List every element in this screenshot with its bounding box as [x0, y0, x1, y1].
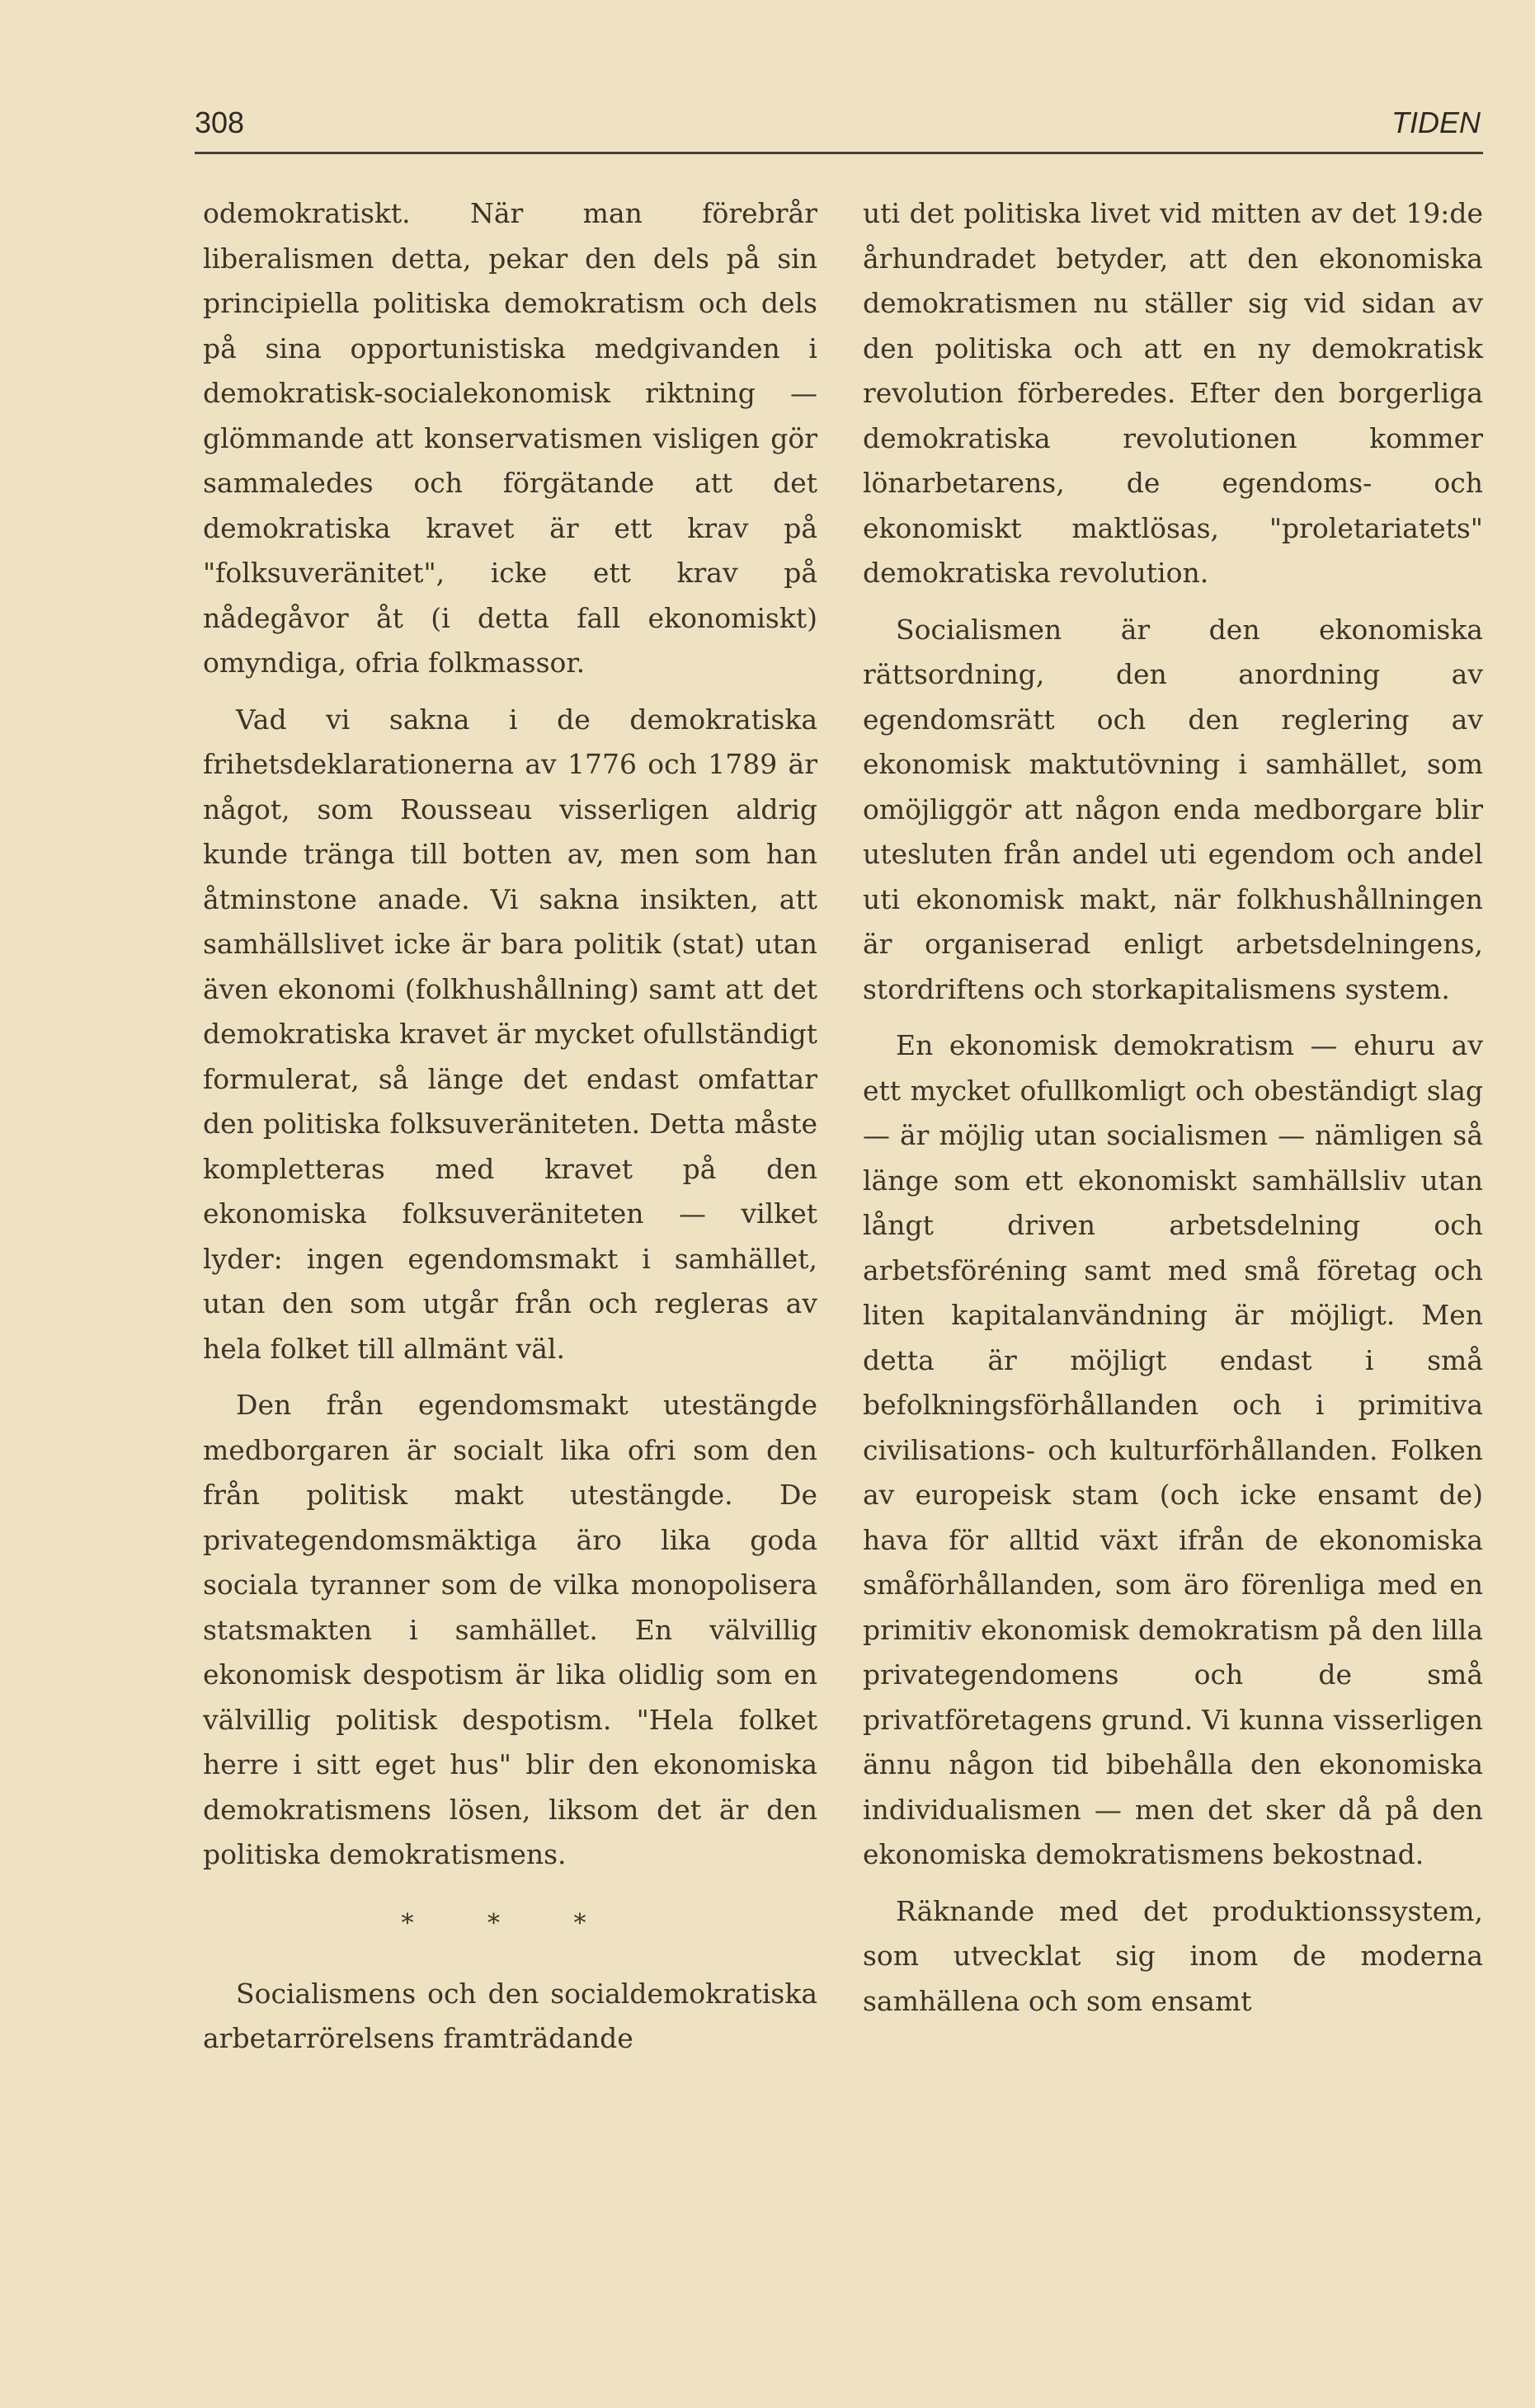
header-rule	[195, 152, 1483, 154]
left-column	[203, 191, 817, 2062]
paragraph: Vad vi sakna i de demokratiska frihetsdeklarationerna av 1776 och 1789 är något, som Rousseau visserligen aldrig kunde tränga till botten av, men som han åtminstone anade. Vi sakna insikten, att samhällslivet icke är bara politik (stat) utan även ekonomi (folkhushållning) samt att det demokratiska kravet är mycket ofullständigt formulerat, så länge det endast omfattar den politiska folksuveräniteten. Detta måste kompletteras med kravet på den ekonomiska folksuveräniteten — vilket lyder: ingen egendomsmakt i samhället, utan den som utgår från och regleras av hela folket till allmänt väl.	[203, 703, 817, 1365]
section-separator: * * *	[401, 1908, 619, 1938]
paragraph: Den från egendomsmakt utestängde medborgaren är socialt lika ofri som den från politisk makt utestängde. De privategendomsmäktiga äro lika goda sociala tyranner som de vilka monopolisera statsmakten i samhället. En välvillig ekonomisk despotism är lika olidlig som en välvillig politisk despotism. "Hela folket herre i sitt eget hus" blir den ekonomiska demokratismens lösen, liksom det är den politiska demokratismens.	[203, 1389, 817, 1870]
page-number: 308	[195, 106, 245, 139]
paragraph: odemokratiskt. När man förebrår liberalismen detta, pekar den dels på sin principiella politiska demokratism och dels på sina opportunistiska medgivanden i demokratisk-socialekonomisk riktning — glömmande att konservatismen visligen gör sammaledes och förgätande att det demokratiska kravet är ett krav på "folksuveränitet", icke ett krav på nådegåvor åt (i detta fall ekonomiskt) omyndiga, ofria folkmassor.	[203, 197, 817, 679]
paragraph: Socialismens och den socialdemokratiska arbetarrörelsens framträdande	[203, 1977, 817, 2054]
paragraph: Räknande med det produktionssystem, som utvecklat sig inom de moderna samhällena och som ensamt	[863, 1894, 1483, 2017]
journal-title: TIDEN	[1391, 106, 1481, 139]
paragraph: Socialismen är den ekonomiska rättsordning, den anordning av egendomsrätt och den reglering av ekonomisk maktutövning i samhället, som omöjliggör att någon enda medborgare blir utesluten från andel uti egendom och andel uti ekonomisk makt, när folkhushållningen är organiserad enligt arbetsdelningens, stordriftens och storkapitalismens system.	[863, 613, 1483, 1005]
right-column	[863, 191, 1483, 2024]
paragraph: En ekonomisk demokratism — ehuru av ett mycket ofullkomligt och obeständigt slag — är möjlig utan socialismen — nämligen så länge som ett ekonomiskt samhällsliv utan långt driven arbetsdelning och arbetsföréning samt med små företag och liten kapitalanvändning är möjligt. Men detta är möjligt endast i små befolkningsförhållanden och i primitiva civilisations- och kulturförhållanden. Folken av europeisk stam (och icke ensamt de) hava för alltid växt ifrån de ekonomiska småförhållanden, som äro förenliga med en primitiv ekonomisk demokratism på den lilla privategendomens och de små privatföretagens grund. Vi kunna visserligen ännu någon tid bibehålla den ekonomiska individualismen — men det sker då på den ekonomiska demokratismens bekostnad.	[863, 1029, 1483, 1870]
paragraph: uti det politiska livet vid mitten av det 19:de århundradet betyder, att den ekonomiska demokratismen nu ställer sig vid sidan av den politiska och att en ny demokratisk revolution förberedes. Efter den borgerliga demokratiska revolutionen kommer lönarbetarens, de egendoms- och ekonomiskt maktlösas, "proletariatets" demokratiska revolution.	[863, 197, 1483, 589]
